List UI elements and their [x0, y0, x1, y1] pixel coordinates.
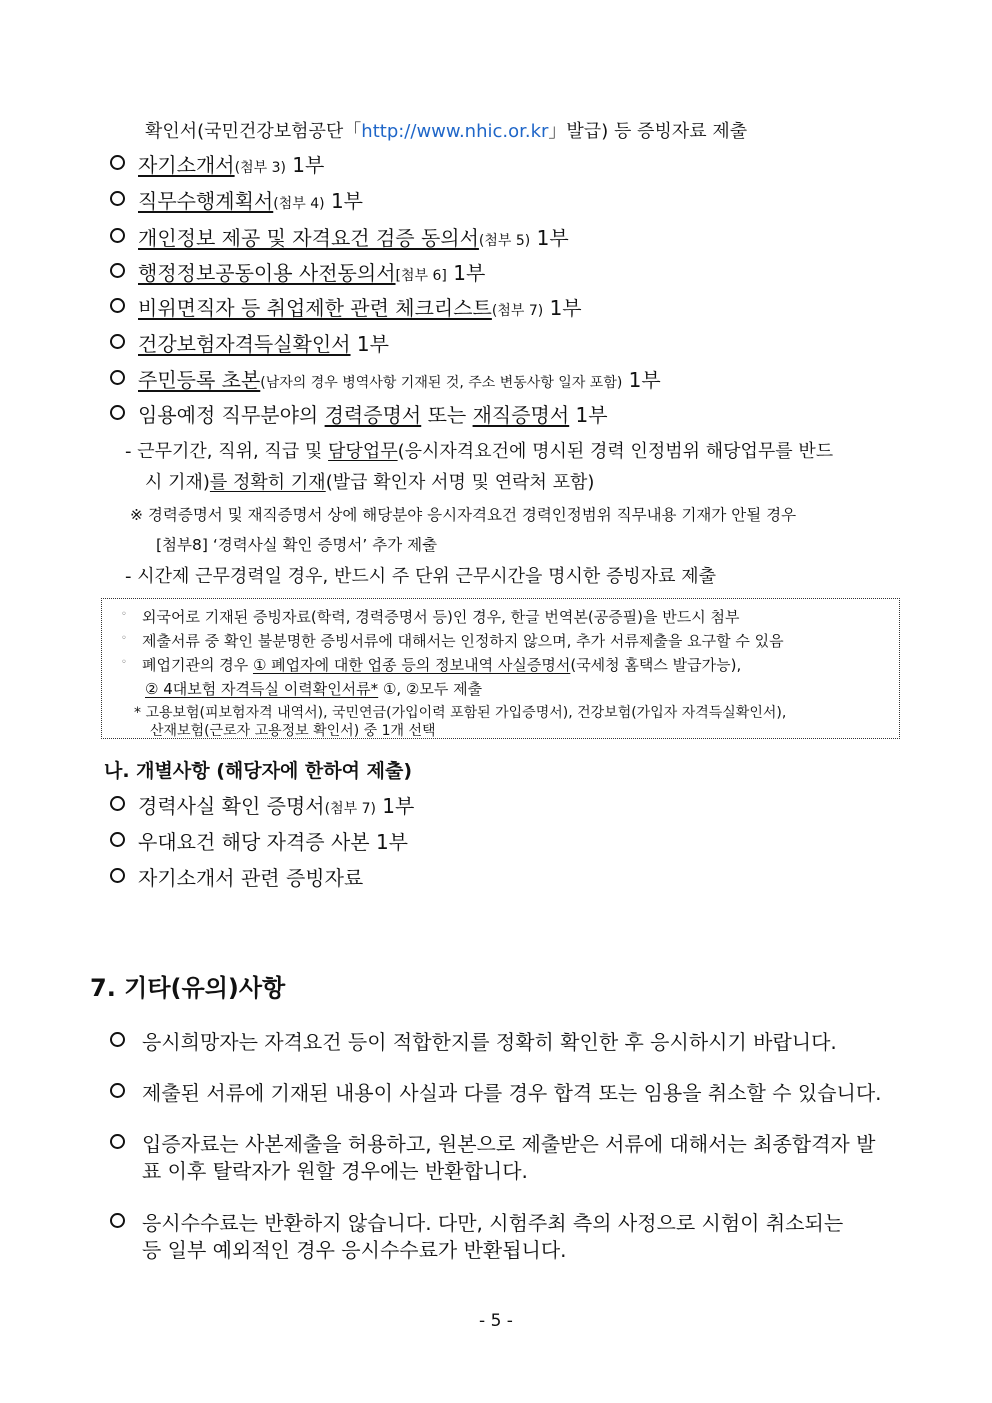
dash1-underlined-2: 를 정확히 기재 [209, 472, 326, 493]
list-item: 우대요건 해당 자격증 사본 1부 [138, 830, 408, 854]
bullet-circle-icon [110, 228, 125, 243]
dash1-text-b: (응시자격요건에 명시된 경력 인정범위 해당업무를 반드 [397, 441, 834, 462]
item-count: 1부 [446, 261, 486, 285]
list-item [138, 222, 569, 251]
notice-line-2: 제출서류 중 확인 불분명한 증빙서류에 대해서는 인정하지 않으며, 추가 서류제출을 요구할 수 있음 [142, 632, 784, 650]
bullet-circle-icon [110, 298, 125, 313]
bullet-circle-icon [110, 191, 125, 206]
notice-line-3 [142, 654, 741, 675]
bullet-circle-icon [110, 868, 125, 883]
list-item [138, 364, 661, 393]
notice-line-4-underlined: ② 4대보험 자격득실 이력확인서류* [145, 680, 379, 698]
notice-item-cont: 등 일부 예외적인 경우 응시수수료가 반환됩니다. [142, 1238, 567, 1262]
item-count: 1부 [622, 368, 661, 392]
item-attachment: [첨부 6] [395, 268, 447, 284]
career-dash2: - 시간제 근무경력일 경우, 반드시 주 단위 근무시간을 명시한 증빙자료 제출 [125, 566, 717, 587]
bullet-circle-icon [110, 1083, 125, 1098]
item-main: 개인정보 제공 및 자격요건 검증 동의서 [138, 226, 479, 250]
notice-line-4 [145, 678, 482, 699]
item-attachment: (첨부 4) [273, 196, 325, 212]
dash1-underlined: 담당업무 [328, 441, 398, 462]
notice-item: 입증자료는 사본제출을 허용하고, 원본으로 제출받은 서류에 대해서는 최종합격자 발 [142, 1132, 876, 1156]
item-main: 행정정보공동이용 사전동의서 [138, 261, 396, 285]
item-main: 비위면직자 등 취업제한 관련 체크리스트 [138, 296, 492, 320]
item-main: 주민등록 초본 [138, 368, 261, 392]
bullet-circle-icon [110, 370, 125, 385]
notice-item: 제출된 서류에 기재된 내용이 사실과 다를 경우 합격 또는 임용을 취소할 수 있습니다. [142, 1081, 882, 1105]
item-count: 1부 [285, 153, 325, 177]
continuation-line [145, 117, 747, 143]
item-main: 자기소개서 [138, 153, 235, 177]
list-item [138, 292, 582, 321]
notice-item-cont: 표 이후 탈락자가 원할 경우에는 반환합니다. [142, 1159, 528, 1183]
item-count: 1부 [375, 794, 415, 818]
notice-line-3-a: 폐업기관의 경우 [142, 656, 253, 674]
nhic-url: http://www.nhic.or.kr [361, 121, 549, 142]
notice-line-5: * 고용보험(피보험자격 내역서), 국민연금(가입이력 포함된 가입증명서), 건강보험(가입자 자격득실확인서), [134, 705, 787, 721]
list-item-career [138, 399, 608, 428]
section-na-title: 나. 개별사항 (해당자에 한하여 제출) [104, 760, 413, 782]
item-count: 1부 [530, 226, 569, 250]
item-attachment: (남자의 경우 병역사항 기재된 것, 주소 변동사항 일자 포함) [260, 375, 623, 391]
career-cert2: 재직증명서 [472, 403, 570, 427]
bullet-circle-icon [110, 1032, 125, 1047]
list-item [138, 185, 363, 214]
dash1-text: - 근무기간, 직위, 직급 및 [125, 441, 329, 462]
bullet-circle-icon [110, 1213, 125, 1228]
page-number: - 5 - [479, 1311, 513, 1331]
bullet-circle-icon [110, 263, 125, 278]
career-prefix: 임용예정 직무분야의 [138, 403, 325, 427]
item-count: 1부 [324, 189, 363, 213]
career-cert1: 경력증명서 [324, 403, 422, 427]
item-main: 경력사실 확인 증명서 [138, 794, 325, 818]
career-note-2: [첨부8] ‘경력사실 확인 증명서’ 추가 제출 [156, 536, 438, 554]
list-item [138, 149, 324, 178]
item-attachment: (첨부 5) [478, 233, 531, 249]
notice-line-3-b: (국세청 홈택스 발급가능), [570, 656, 742, 674]
notice-line-6: 산재보험(근로자 고용정보 확인서) 중 1개 선택 [150, 723, 436, 739]
notice-line-1: 외국어로 기재된 증빙자료(학력, 경력증명서 등)인 경우, 한글 번역본(공증필)을 반드시 첨부 [142, 608, 740, 626]
notice-line-3-underlined: ① 폐업자에 대한 업종 등의 정보내역 사실증명서 [252, 656, 571, 674]
notice-item: 응시희망자는 자격요건 등이 적합한지를 정확히 확인한 후 응시하시기 바랍니다. [142, 1030, 837, 1054]
continuation-prefix: 확인서(국민건강보험공단「 [145, 121, 362, 142]
dash1-text-d: (발급 확인자 서명 및 연락처 포함) [325, 472, 595, 493]
bullet-circle-icon [110, 1134, 125, 1149]
section-7-title: 7. 기타(유의)사항 [90, 974, 286, 1002]
dash1-text-c: 시 기재) [145, 472, 210, 493]
career-dash1-cont [145, 468, 594, 494]
career-dash1 [125, 437, 833, 463]
bullet-circle-icon [110, 405, 125, 420]
notice-item: 응시수수료는 반환하지 않습니다. 다만, 시험주최 측의 사정으로 시험이 취소되는 [142, 1211, 844, 1235]
list-item [138, 257, 485, 286]
bullet-circle-icon [110, 155, 125, 170]
box-marker-icon: ◦ [121, 633, 127, 644]
item-main: 건강보험자격득실확인서 [138, 332, 351, 356]
item-attachment: (첨부 3) [234, 160, 286, 176]
item-main: 직무수행계획서 [138, 189, 274, 213]
item-attachment: (첨부 7) [491, 303, 544, 319]
bullet-circle-icon [110, 796, 125, 811]
item-count: 1부 [543, 296, 582, 320]
list-item [138, 790, 414, 819]
box-marker-icon: ◦ [121, 609, 127, 620]
bullet-circle-icon [110, 832, 125, 847]
continuation-suffix: 」발급) 등 증빙자료 제출 [548, 121, 748, 142]
notice-line-4-b: ①, ②모두 제출 [378, 680, 483, 698]
career-note-1: ※ 경력증명서 및 재직증명서 상에 해당분야 응시자격요건 경력인정범위 직무내용 기재가 안될 경우 [130, 506, 797, 524]
list-item: 자기소개서 관련 증빙자료 [138, 866, 364, 890]
box-marker-icon: ◦ [121, 657, 127, 668]
item-count: 1부 [350, 332, 389, 356]
career-count: 1부 [569, 403, 608, 427]
item-attachment: (첨부 7) [324, 801, 376, 817]
list-item [138, 328, 389, 357]
bullet-circle-icon [110, 334, 125, 349]
career-mid: 또는 [421, 403, 473, 427]
